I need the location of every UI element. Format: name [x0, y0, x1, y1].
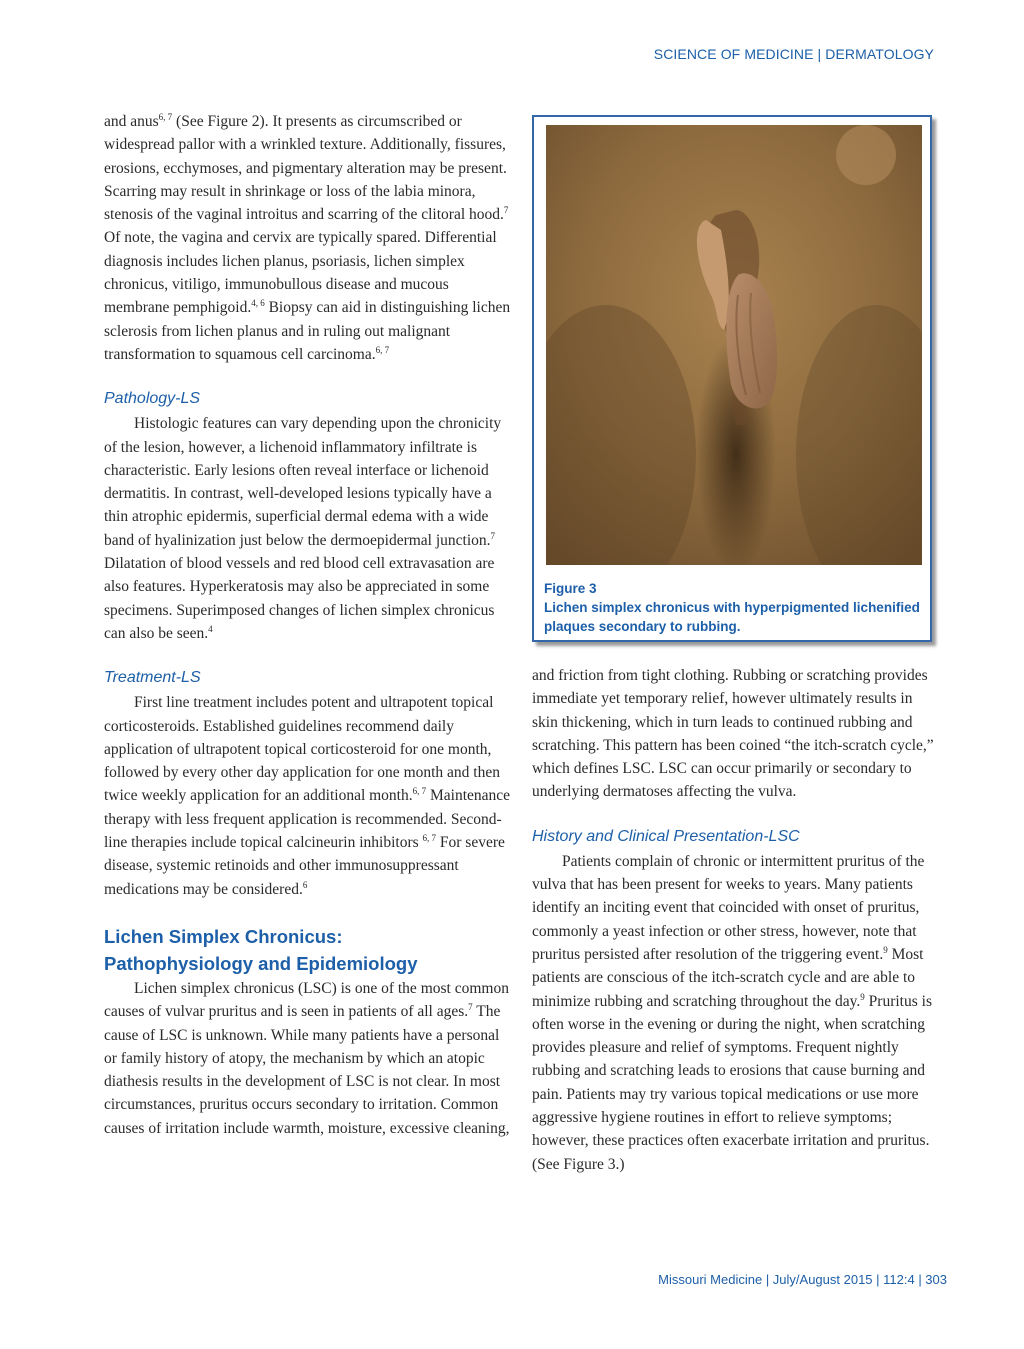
figure-caption-text: Lichen simplex chronicus with hyperpigmented lichenified plaques secondary to rubbing.: [544, 600, 920, 634]
treatment-text: First line treatment includes potent and ultrapotent topical corticosteroids. Established guidelines recommend daily application of ultrapotent topical corticosteroid for one month, followed by every other day application for one month and then twice weekly application for an additional month.: [104, 694, 500, 805]
citation: 6, 7: [412, 786, 427, 797]
citation: 9: [860, 991, 865, 1002]
pathology-paragraph: [104, 412, 514, 645]
intro-text: Of note, the vagina and cervix are typically spared. Differential diagnosis includes lichen planus, psoriasis, lichen simplex chronicus, vitiligo, immunobullous disease and mucous membrane pemphigoid.: [104, 229, 497, 317]
history-text: Pruritus is often worse in the evening or during the night, when scratching provides pleasure and relief of symptoms. Frequent nightly rubbing and scratching leads to erosions that cause burning and pain. Patients may try various topical medications or use more aggressive hygiene routines in effort to relieve symptoms; however, these practices often exacerbate irritation and pruritus. (See Figure 3.): [532, 992, 932, 1173]
citation: 6: [302, 879, 308, 890]
intro-text: Biopsy can aid in distinguishing lichen sclerosis from lichen planus and in ruling out malignant transformation to squamous cell carcinoma.: [104, 299, 511, 363]
lsc-heading-line1: Lichen Simplex Chronicus:: [104, 925, 343, 947]
lsc-text: Lichen simplex chronicus (LSC) is one of the most common causes of vulvar pruritus and is seen in patients of all ages.: [104, 979, 509, 1021]
treatment-heading: Treatment-LS: [104, 669, 201, 687]
left-column: [104, 110, 514, 1140]
intro-paragraph: [104, 110, 514, 366]
citation: 9: [883, 944, 888, 955]
intro-text: (See Figure 2). It presents as circumscribed or widespread pallor with a wrinkled texture. Additionally, fissures, erosions, ecchymoses, and pigmentary alteration may be present. Scarring may result in shrinkage or loss of the labia minora, stenosis of the vaginal introitus and scarring of the clitoral hood.: [104, 113, 507, 224]
citation: 4, 6: [251, 298, 265, 309]
treatment-text: Maintenance therapy with less frequent application is recommended. Second-line therapies include topical calcineurin inhibitors: [104, 787, 511, 852]
lsc-text: The cause of LSC is unknown. While many patients have a personal or family history of atopy, the mechanism by which an atopic diathesis results in the development of LSC is not clear. In most circumstances, pruritus occurs secondary to irritation. Common causes of irritation include warmth, moisture, excessive cleaning,: [104, 1003, 510, 1137]
lsc-paragraph: [104, 977, 514, 1140]
history-text: Most patients are conscious of the itch-scratch cycle and are able to minimize rubbing and scratching throughout the day.: [532, 945, 924, 1010]
clinical-photo: [546, 125, 922, 565]
history-text: Patients complain of chronic or intermittent pruritus of the vulva that has been present for weeks to years. Many patients identify an inciting event that coincided with onset of pruritus, commonly a yeast infection or other stress, however, note that pruritus persisted after resolution of the triggering event.: [532, 852, 925, 963]
figure-caption: [544, 579, 924, 636]
pathology-text: Histologic features can vary depending upon the chronicity of the lesion, however, a lichenoid inflammatory infiltrate is characteristic. Early lesions often reveal interface or lichenoid dermatitis. In contrast, well-developed lesions typically have a thin atrophic epidermis, superficial dermal edema with a wide band of hyalinization just below the dermoepidermal junction.: [104, 415, 502, 549]
treatment-text: For severe disease, systemic retinoids and other immunosuppressant medications may be considered.: [104, 834, 505, 898]
intro-lead: and anus: [104, 113, 159, 130]
pathology-text: Dilatation of blood vessels and red blood cell extravasation are also features. Hyperkeratosis may also be appreciated in some specimens. Superimposed changes of lichen simplex chronicus can also be seen.: [104, 555, 495, 642]
citation: 4: [208, 623, 213, 634]
right-column: [532, 664, 942, 1176]
citation: 6, 7: [422, 833, 437, 844]
figure-label: Figure 3: [544, 581, 597, 596]
figure-3: [532, 115, 932, 642]
continuation-paragraph: and friction from tight clothing. Rubbing or scratching provides immediate yet temporary relief, however ultimately results in skin thickening, which in turn leads to continued rubbing and scratching. This pattern has been coined “the itch-scratch cycle,” which defines LSC. LSC can occur primarily or secondary to underlying dermatoses affecting the vulva.: [532, 667, 934, 801]
lsc-section-heading: [104, 923, 514, 977]
citation: 7: [503, 205, 509, 216]
history-paragraph: [532, 850, 942, 1176]
citation: 7: [490, 530, 496, 541]
citation: 7: [468, 1002, 473, 1013]
citation: 6, 7: [375, 344, 390, 355]
history-heading: History and Clinical Presentation-LSC: [532, 827, 800, 845]
pathology-heading: Pathology-LS: [104, 390, 201, 408]
clinical-photo-illustration: [546, 125, 922, 565]
running-head: SCIENCE OF MEDICINE | DERMATOLOGY: [653, 46, 934, 62]
citation: 6, 7: [158, 112, 173, 122]
lsc-heading-line2: Pathophysiology and Epidemiology: [104, 952, 418, 974]
treatment-paragraph: [104, 691, 514, 901]
page-footer: Missouri Medicine | July/August 2015 | 112:4 | 303: [658, 1272, 947, 1287]
